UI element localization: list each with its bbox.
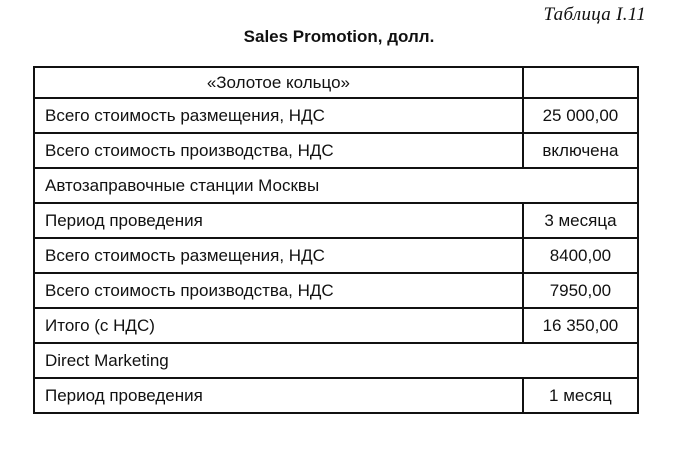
value-cell: 25 000,00	[523, 98, 638, 133]
value-cell: 3 месяца	[523, 203, 638, 238]
value-cell: 16 350,00	[523, 308, 638, 343]
table-row	[34, 203, 638, 238]
label-cell: Период проведения	[34, 378, 523, 413]
value-cell: включена	[523, 133, 638, 168]
value-cell: 8400,00	[523, 238, 638, 273]
table-number-label: Таблица I.11	[543, 4, 646, 25]
table-row	[34, 378, 638, 413]
section-header-cell: Direct Marketing	[34, 343, 638, 378]
table-title: Sales Promotion, долл.	[243, 27, 435, 46]
table-row-total	[34, 308, 638, 343]
value-cell	[523, 67, 638, 98]
section-header-cell: «Золотое кольцо»	[34, 67, 523, 98]
value-cell: 1 месяц	[523, 378, 638, 413]
label-cell: Итого (с НДС)	[34, 308, 523, 343]
table-row-golden-ring-header	[34, 67, 638, 98]
label-cell: Всего стоимость производства, НДС	[34, 273, 523, 308]
label-cell: Всего стоимость производства, НДС	[34, 133, 523, 168]
table-row-section-direct-marketing	[34, 343, 638, 378]
table-row	[34, 273, 638, 308]
table-row	[34, 98, 638, 133]
value-cell: 7950,00	[523, 273, 638, 308]
table-row	[34, 238, 638, 273]
sales-promotion-table	[33, 66, 639, 414]
table-row-section-gas-stations	[34, 168, 638, 203]
section-header-cell: Автозаправочные станции Москвы	[34, 168, 638, 203]
label-cell: Всего стоимость размещения, НДС	[34, 98, 523, 133]
table-row	[34, 133, 638, 168]
label-cell: Всего стоимость размещения, НДС	[34, 238, 523, 273]
label-cell: Период проведения	[34, 203, 523, 238]
